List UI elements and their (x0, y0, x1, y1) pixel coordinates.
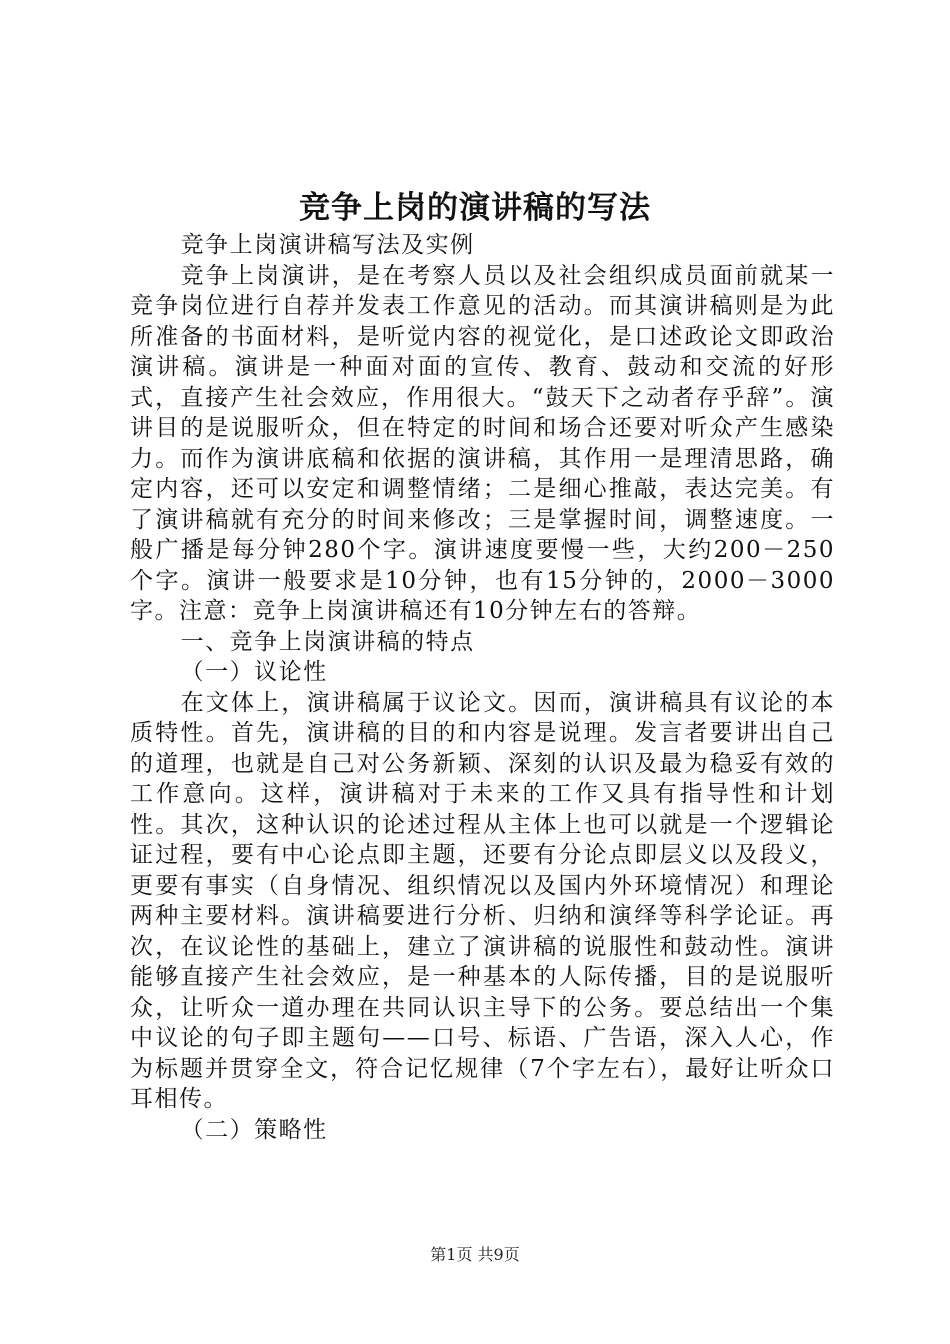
subsection-heading: （一）议论性 (180, 659, 328, 685)
intro-paragraph: 竞争上岗演讲，是在考察人员以及社会组织成员面前就某一竞争岗位进行自荐并发表工作意见的活动。而其演讲稿则是为此所准备的书面材料，是听觉内容的视觉化，是口述政论文即政治演讲稿。演讲是一种面对面的宣传、教育、鼓动和交流的好形式，直接产生社会效应，作用很大。“鼓天下之动者存乎辞”。演讲目的是说服听众，但在特定的时间和场合还要对听众产生感染力。而作为演讲底稿和依据的演讲稿，其作用一是理清思路，确定内容，还可以安定和调整情绪；二是细心推敲，表达完美。有了演讲稿就有充分的时间来修改；三是掌握时间，调整速度。一般广播是每分钟280个字。演讲速度要慢一些，大约200－250个字。演讲一般要求是10分钟，也有15分钟的，2000－3000字。注意：竞争上岗演讲稿还有10分钟左右的答辩。 (130, 262, 835, 624)
subtitle-paragraph: 竞争上岗演讲稿写法及实例 (180, 232, 475, 258)
body-paragraph: 在文体上，演讲稿属于议论文。因而，演讲稿具有议论的本质特性。首先，演讲稿的目的和内容是说理。发言者要讲出自己的道理，也就是自己对公务新颖、深刻的认识及最为稳妥有效的工作意向。这样，演讲稿对于未来的工作又具有指导性和计划性。其次，这种认识的论述过程从主体上也可以就是一个逻辑论证过程，要有中心论点即主题，还要有分论点即层义以及段义，更要有事实（自身情况、组织情况以及国内外环境情况）和理论两种主要材料。演讲稿要进行分析、归纳和演绎等科学论证。再次，在议论性的基础上，建立了演讲稿的说服性和鼓动性。演讲能够直接产生社会效应，是一种基本的人际传播，目的是说服听众，让听众一道办理在共同认识主导下的公务。要总结出一个集中议论的句子即主题句——口号、标语、广告语，深入人心，作为标题并贯穿全文，符合记忆规律（7个字左右），最好让听众口耳相传。 (130, 689, 835, 1112)
subsection-heading: （二）策略性 (180, 1116, 328, 1143)
document-title: 竞争上岗的演讲稿的写法 (299, 190, 651, 226)
document-body (130, 230, 835, 1145)
section-heading: 一、竞争上岗演讲稿的特点 (180, 628, 475, 655)
page-footer: 第1页 共9页 (430, 1245, 520, 1264)
